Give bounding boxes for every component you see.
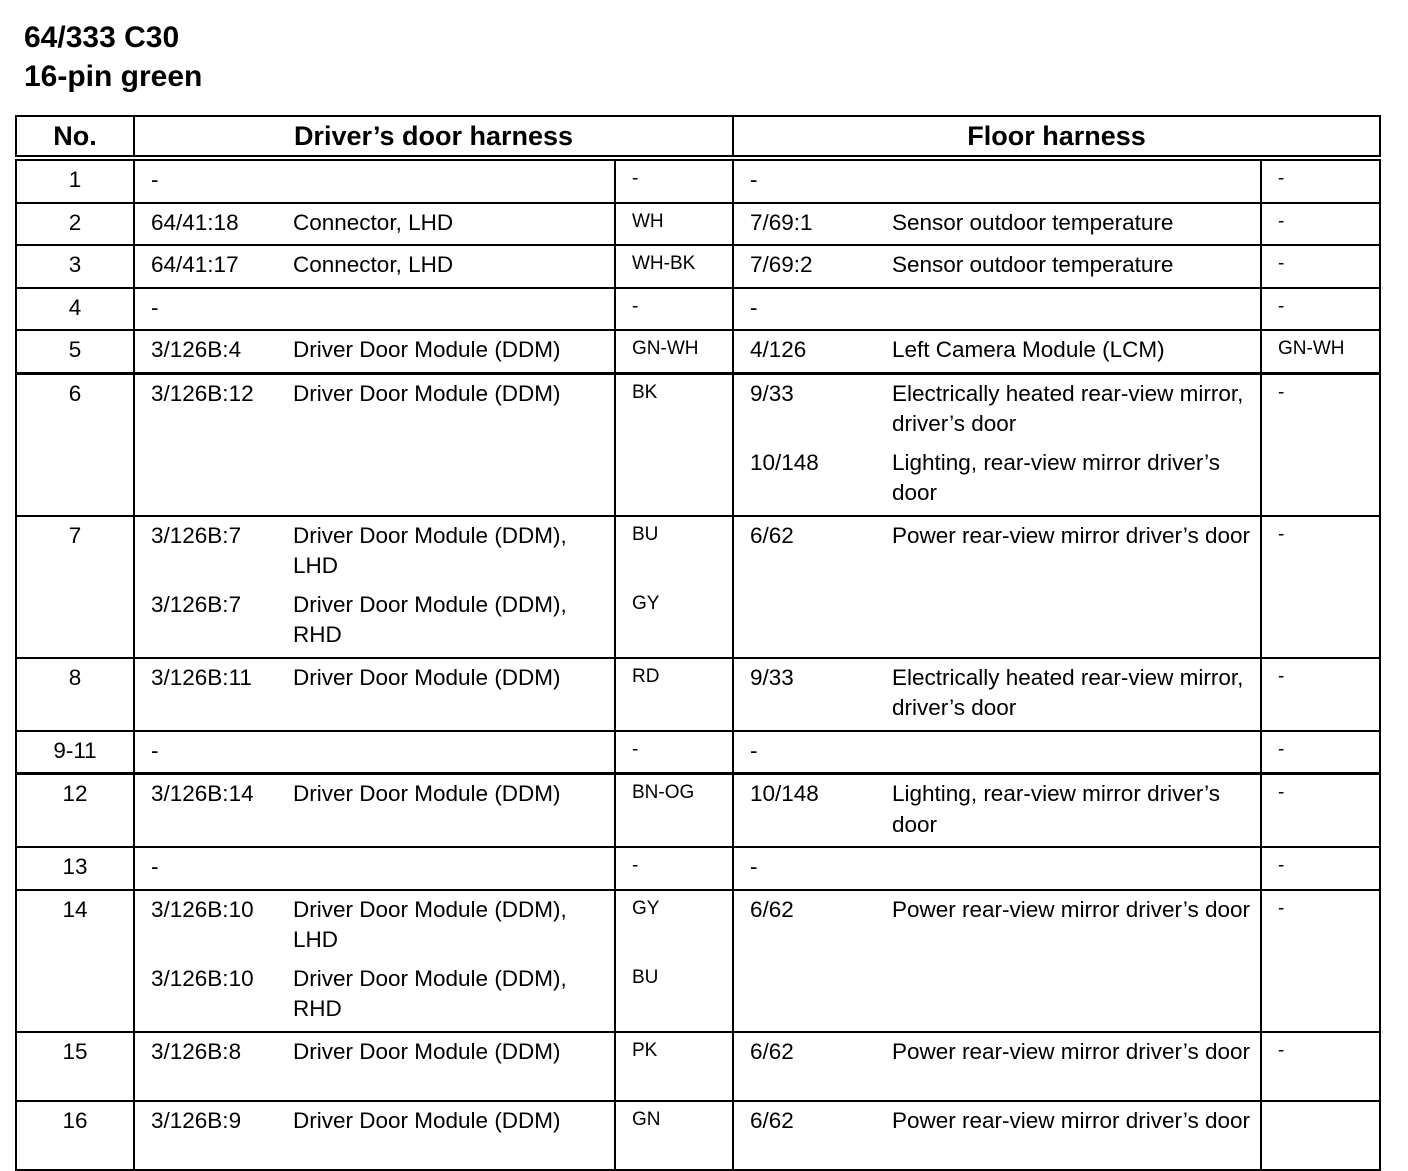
header-floor-harness: Floor harness <box>733 116 1380 158</box>
wire-color: PK <box>632 1039 658 1061</box>
component-ref: 9/33 <box>750 380 794 406</box>
harness-entry <box>750 779 1254 840</box>
harness-entry <box>750 663 1254 724</box>
driver-harness-cell <box>134 373 615 516</box>
floor-wire-color-cell <box>1261 774 1380 848</box>
wire-color: - <box>1278 782 1285 803</box>
wire-color: - <box>1278 381 1285 403</box>
harness-entry <box>151 165 608 196</box>
driver-wire-color-cell <box>615 847 733 890</box>
table-row <box>16 288 1380 331</box>
wire-color: GY <box>632 897 660 919</box>
pin-number: 6 <box>16 373 134 516</box>
table-row <box>16 203 1380 246</box>
harness-entry <box>151 736 608 767</box>
driver-wire-color-cell <box>615 203 733 246</box>
component-description <box>892 736 1254 767</box>
floor-wire-color-cell <box>1261 890 1380 1032</box>
floor-harness-cell <box>733 516 1261 658</box>
table-row <box>16 1032 1380 1101</box>
harness-entry <box>151 895 608 956</box>
wire-color: GN-WH <box>1278 338 1345 359</box>
component-ref: 6/62 <box>750 1038 794 1064</box>
component-description: Driver Door Module (DDM), LHD <box>293 896 567 952</box>
component-description: Driver Door Module (DDM) <box>293 380 561 406</box>
floor-harness-cell <box>733 373 1261 516</box>
floor-harness-cell <box>733 658 1261 731</box>
component-ref: - <box>750 167 758 192</box>
harness-entry <box>151 1037 608 1068</box>
driver-wire-color-cell <box>615 245 733 288</box>
driver-wire-color-cell <box>615 774 733 848</box>
wire-color: - <box>1278 253 1285 274</box>
component-description: Driver Door Module (DDM), RHD <box>293 965 567 1021</box>
table-row <box>16 330 1380 373</box>
wire-color: BN-OG <box>632 782 695 803</box>
wire-color: - <box>1278 1039 1285 1061</box>
component-ref: 3/126B:8 <box>151 1038 242 1064</box>
component-ref: 3/126B:7 <box>151 522 242 548</box>
harness-entry <box>750 1037 1254 1068</box>
component-ref: 3/126B:7 <box>151 591 242 617</box>
floor-wire-color-cell <box>1261 1032 1380 1101</box>
driver-wire-color-cell <box>615 330 733 373</box>
wire-color: - <box>1278 210 1285 232</box>
component-ref: 3/126B:4 <box>151 337 242 362</box>
harness-entry <box>750 448 1254 509</box>
floor-wire-color-cell <box>1261 245 1380 288</box>
harness-entry <box>151 779 608 810</box>
harness-entry <box>750 736 1254 767</box>
harness-entry <box>151 1106 608 1137</box>
pin-number: 12 <box>16 774 134 848</box>
wire-color: - <box>1278 523 1285 545</box>
component-ref: 3/126B:14 <box>151 781 254 806</box>
floor-wire-color-cell <box>1261 1101 1380 1170</box>
component-ref: - <box>750 737 758 763</box>
component-ref: 7/69:2 <box>750 252 813 277</box>
wire-color: - <box>1278 168 1285 189</box>
component-description <box>892 293 1254 324</box>
floor-wire-color-cell <box>1261 731 1380 774</box>
harness-entry <box>151 663 608 694</box>
floor-harness-cell <box>733 731 1261 774</box>
driver-wire-color-cell <box>615 373 733 516</box>
harness-entry <box>750 293 1254 324</box>
component-description: Power rear-view mirror driver’s door <box>892 1107 1251 1133</box>
driver-harness-cell <box>134 1101 615 1170</box>
component-description <box>892 852 1254 883</box>
harness-entry <box>750 165 1254 196</box>
component-ref: 6/62 <box>750 522 794 548</box>
wire-color: - <box>1278 665 1285 687</box>
driver-harness-cell <box>134 245 615 288</box>
wire-color: GN <box>632 1108 661 1130</box>
harness-entry <box>151 964 608 1025</box>
component-description <box>293 293 608 324</box>
floor-harness-cell <box>733 245 1261 288</box>
component-description: Driver Door Module (DDM), RHD <box>293 591 567 647</box>
component-ref: - <box>151 854 159 879</box>
floor-harness-cell <box>733 203 1261 246</box>
component-ref: - <box>750 854 758 879</box>
pin-table <box>15 115 1381 1171</box>
component-ref: - <box>750 294 758 320</box>
component-description: Lighting, rear-view mirror driver’s door <box>892 781 1221 837</box>
pin-number: 9-11 <box>16 731 134 774</box>
wire-color: - <box>632 168 639 189</box>
table-row <box>16 158 1380 203</box>
pin-number: 14 <box>16 890 134 1032</box>
pin-number: 4 <box>16 288 134 331</box>
pin-number: 7 <box>16 516 134 658</box>
component-ref: 3/126B:10 <box>151 965 254 991</box>
floor-harness-cell <box>733 330 1261 373</box>
component-description: Connector, LHD <box>293 252 454 277</box>
driver-harness-cell <box>134 890 615 1032</box>
component-ref: - <box>151 294 159 320</box>
harness-entry <box>151 335 608 366</box>
wire-color: GY <box>632 593 660 614</box>
wire-color: - <box>1278 855 1285 876</box>
harness-entry <box>151 590 608 651</box>
component-ref: 3/126B:9 <box>151 1107 242 1133</box>
floor-wire-color-cell <box>1261 288 1380 331</box>
component-description: Power rear-view mirror driver’s door <box>892 896 1251 922</box>
table-row <box>16 890 1380 1032</box>
pin-table-body <box>16 158 1380 1170</box>
harness-entry <box>151 208 608 239</box>
driver-harness-cell <box>134 658 615 731</box>
driver-wire-color-cell <box>615 890 733 1032</box>
floor-wire-color-cell <box>1261 203 1380 246</box>
component-description: Driver Door Module (DDM) <box>293 1107 561 1133</box>
floor-harness-cell <box>733 890 1261 1032</box>
driver-wire-color-cell <box>615 516 733 658</box>
component-ref: 10/148 <box>750 781 819 806</box>
pin-number: 3 <box>16 245 134 288</box>
harness-entry <box>151 250 608 281</box>
driver-harness-cell <box>134 731 615 774</box>
driver-harness-cell <box>134 158 615 203</box>
driver-harness-cell <box>134 774 615 848</box>
table-row <box>16 373 1380 516</box>
harness-entry <box>750 1106 1254 1137</box>
harness-entry <box>750 335 1254 366</box>
pin-number: 2 <box>16 203 134 246</box>
table-row <box>16 516 1380 658</box>
wire-color: - <box>632 295 639 317</box>
component-ref: 4/126 <box>750 337 807 362</box>
driver-harness-cell <box>134 516 615 658</box>
component-description: Driver Door Module (DDM), LHD <box>293 522 567 578</box>
floor-wire-color-cell <box>1261 658 1380 731</box>
harness-entry <box>151 293 608 324</box>
component-description <box>892 165 1254 196</box>
wire-color: - <box>1278 897 1285 919</box>
component-ref: 6/62 <box>750 1107 794 1133</box>
header-driver-door-harness: Driver’s door harness <box>134 116 733 158</box>
wire-color: BU <box>632 967 659 988</box>
driver-harness-cell <box>134 330 615 373</box>
component-description: Electrically heated rear-view mirror, driver’s door <box>892 380 1244 436</box>
component-ref: 7/69:1 <box>750 209 813 235</box>
wire-color: RD <box>632 665 660 687</box>
floor-harness-cell <box>733 1101 1261 1170</box>
document-title <box>24 18 202 96</box>
component-description: Sensor outdoor temperature <box>892 209 1174 235</box>
harness-entry <box>750 250 1254 281</box>
driver-harness-cell <box>134 847 615 890</box>
connector-description: 16-pin green <box>24 60 203 93</box>
component-description: Driver Door Module (DDM) <box>293 781 561 806</box>
wire-color: BK <box>632 381 658 403</box>
component-description: Left Camera Module (LCM) <box>892 337 1165 362</box>
wire-color: WH <box>632 210 664 232</box>
header-no: No. <box>16 116 134 158</box>
table-row <box>16 774 1380 848</box>
component-ref: 64/41:18 <box>151 209 239 235</box>
table-row <box>16 658 1380 731</box>
driver-wire-color-cell <box>615 731 733 774</box>
pin-number: 5 <box>16 330 134 373</box>
floor-wire-color-cell <box>1261 516 1380 658</box>
wire-color: GN-WH <box>632 338 699 359</box>
driver-wire-color-cell <box>615 1101 733 1170</box>
wire-color: - <box>632 738 639 760</box>
component-ref: - <box>151 737 159 763</box>
driver-wire-color-cell <box>615 158 733 203</box>
table-row <box>16 245 1380 288</box>
floor-harness-cell <box>733 774 1261 848</box>
component-description: Driver Door Module (DDM) <box>293 664 561 690</box>
harness-entry <box>750 895 1254 926</box>
component-ref: 6/62 <box>750 896 794 922</box>
harness-entry <box>151 852 608 883</box>
table-row <box>16 847 1380 890</box>
driver-harness-cell <box>134 1032 615 1101</box>
component-ref: 10/148 <box>750 449 819 475</box>
floor-harness-cell <box>733 847 1261 890</box>
driver-wire-color-cell <box>615 658 733 731</box>
harness-entry <box>151 379 608 410</box>
table-header-row <box>16 116 1380 158</box>
component-description: Power rear-view mirror driver’s door <box>892 1038 1251 1064</box>
component-ref: 3/126B:11 <box>151 664 252 690</box>
component-description <box>293 736 608 767</box>
driver-harness-cell <box>134 203 615 246</box>
pin-number: 1 <box>16 158 134 203</box>
harness-entry <box>750 208 1254 239</box>
pin-number: 15 <box>16 1032 134 1101</box>
component-description: Power rear-view mirror driver’s door <box>892 522 1251 548</box>
harness-entry <box>151 521 608 582</box>
component-description: Sensor outdoor temperature <box>892 252 1174 277</box>
floor-wire-color-cell <box>1261 847 1380 890</box>
wire-color: BU <box>632 523 659 545</box>
component-description: Lighting, rear-view mirror driver’s door <box>892 449 1221 505</box>
component-description <box>293 852 608 883</box>
component-ref: 3/126B:10 <box>151 896 254 922</box>
wire-color: WH-BK <box>632 253 696 274</box>
harness-entry <box>750 852 1254 883</box>
floor-wire-color-cell <box>1261 330 1380 373</box>
pin-number: 8 <box>16 658 134 731</box>
table-row <box>16 1101 1380 1170</box>
connector-id: 64/333 C30 <box>24 21 180 54</box>
harness-entry <box>750 521 1254 552</box>
harness-entry <box>750 379 1254 440</box>
wire-color: - <box>1278 295 1285 317</box>
driver-wire-color-cell <box>615 288 733 331</box>
component-ref: - <box>151 167 159 192</box>
wire-color: - <box>1278 738 1285 760</box>
wire-color: - <box>632 855 639 876</box>
driver-wire-color-cell <box>615 1032 733 1101</box>
driver-harness-cell <box>134 288 615 331</box>
floor-harness-cell <box>733 158 1261 203</box>
pin-number: 13 <box>16 847 134 890</box>
floor-wire-color-cell <box>1261 373 1380 516</box>
component-ref: 3/126B:12 <box>151 380 254 406</box>
table-row <box>16 731 1380 774</box>
pin-number: 16 <box>16 1101 134 1170</box>
component-description: Driver Door Module (DDM) <box>293 1038 561 1064</box>
component-description <box>293 165 608 196</box>
component-description: Electrically heated rear-view mirror, driver’s door <box>892 664 1244 720</box>
floor-wire-color-cell <box>1261 158 1380 203</box>
floor-harness-cell <box>733 288 1261 331</box>
floor-harness-cell <box>733 1032 1261 1101</box>
component-ref: 9/33 <box>750 664 794 690</box>
component-description: Connector, LHD <box>293 209 454 235</box>
component-description: Driver Door Module (DDM) <box>293 337 561 362</box>
component-ref: 64/41:17 <box>151 252 239 277</box>
